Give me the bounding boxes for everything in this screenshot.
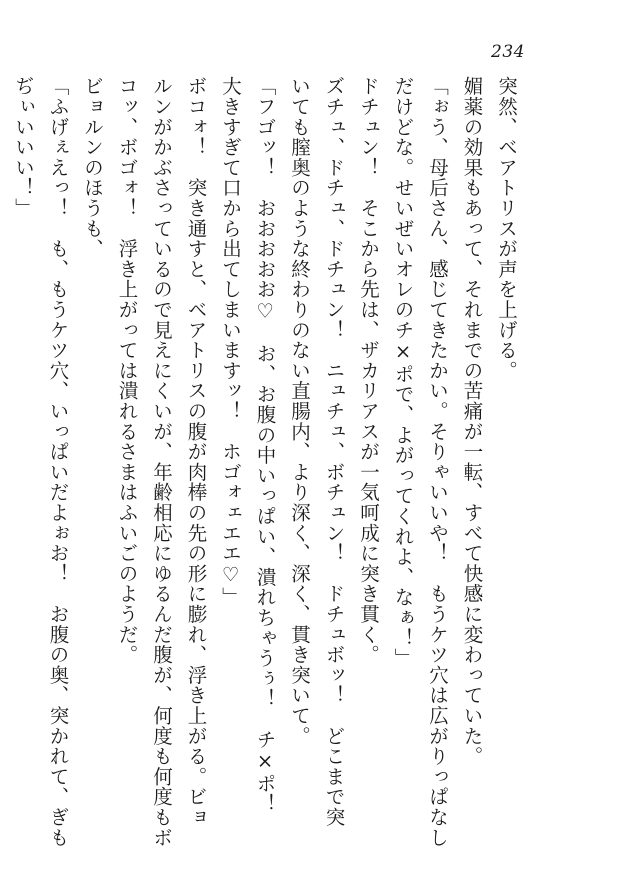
text-line: コッ、ボゴォ！ 浮き上がっては潰れるさまはふいごのようだ。 bbox=[115, 76, 139, 665]
text-line bbox=[0, 76, 6, 836]
body-text bbox=[0, 76, 523, 848]
text-line: いても膣奥のような終わりのない直腸内、より深く、深く、貫き突いて。 bbox=[288, 76, 311, 746]
text-line: だけどな。せいぜいオレのチ×ポで、よがってくれよ、なぁ！」 bbox=[391, 76, 415, 669]
text-line: ビョルンのほうも、 bbox=[81, 76, 104, 259]
text-line: ルンがかぶさっているので見えにくいが、年齢相応にゆるんだ腹が、何度も何度もボ bbox=[150, 76, 173, 848]
text-line: 「ぉう、母后さん、感じてきたかい。そりゃいいや！ もうケツ穴は広がりっぱなし bbox=[426, 76, 449, 848]
text-line: ぢぃいいい！」 bbox=[12, 76, 35, 219]
text-line: ズチュ、ドチュ、ドチュン！ ニュチュ、ボチュン！ ドチュボッ！ どこまで突 bbox=[322, 76, 346, 828]
text-line: 突然、ベアトリスが声を上げる。 bbox=[495, 76, 518, 381]
text-line: 「ふげぇえっ！ も、もうケツ穴、いっぱいだよぉお！ お腹の奥、突かれて、ぎも bbox=[46, 76, 70, 848]
text-line: 大きすぎて口から出てしまいますッ！ ホゴォェエエ♡」 bbox=[219, 76, 242, 608]
text-line: ドチュン！ そこから先は、ザカリアスが一気呵成に突き貫く。 bbox=[357, 76, 380, 665]
text-line: ボコォ！ 突き通すと、ベアトリスの腹が肉棒の先の形に膨れ、浮き上がる。ビョ bbox=[184, 76, 208, 828]
page-number: 234 bbox=[491, 42, 525, 62]
text-line: 「フゴッ！ おおおおお♡ お、お腹の中いっぱい、潰れちゃうぅ！ チ×ポ！ bbox=[253, 76, 277, 814]
text-line: 媚薬の効果もあって、それまでの苦痛が一転、すべて快感に変わっていた。 bbox=[460, 76, 484, 767]
